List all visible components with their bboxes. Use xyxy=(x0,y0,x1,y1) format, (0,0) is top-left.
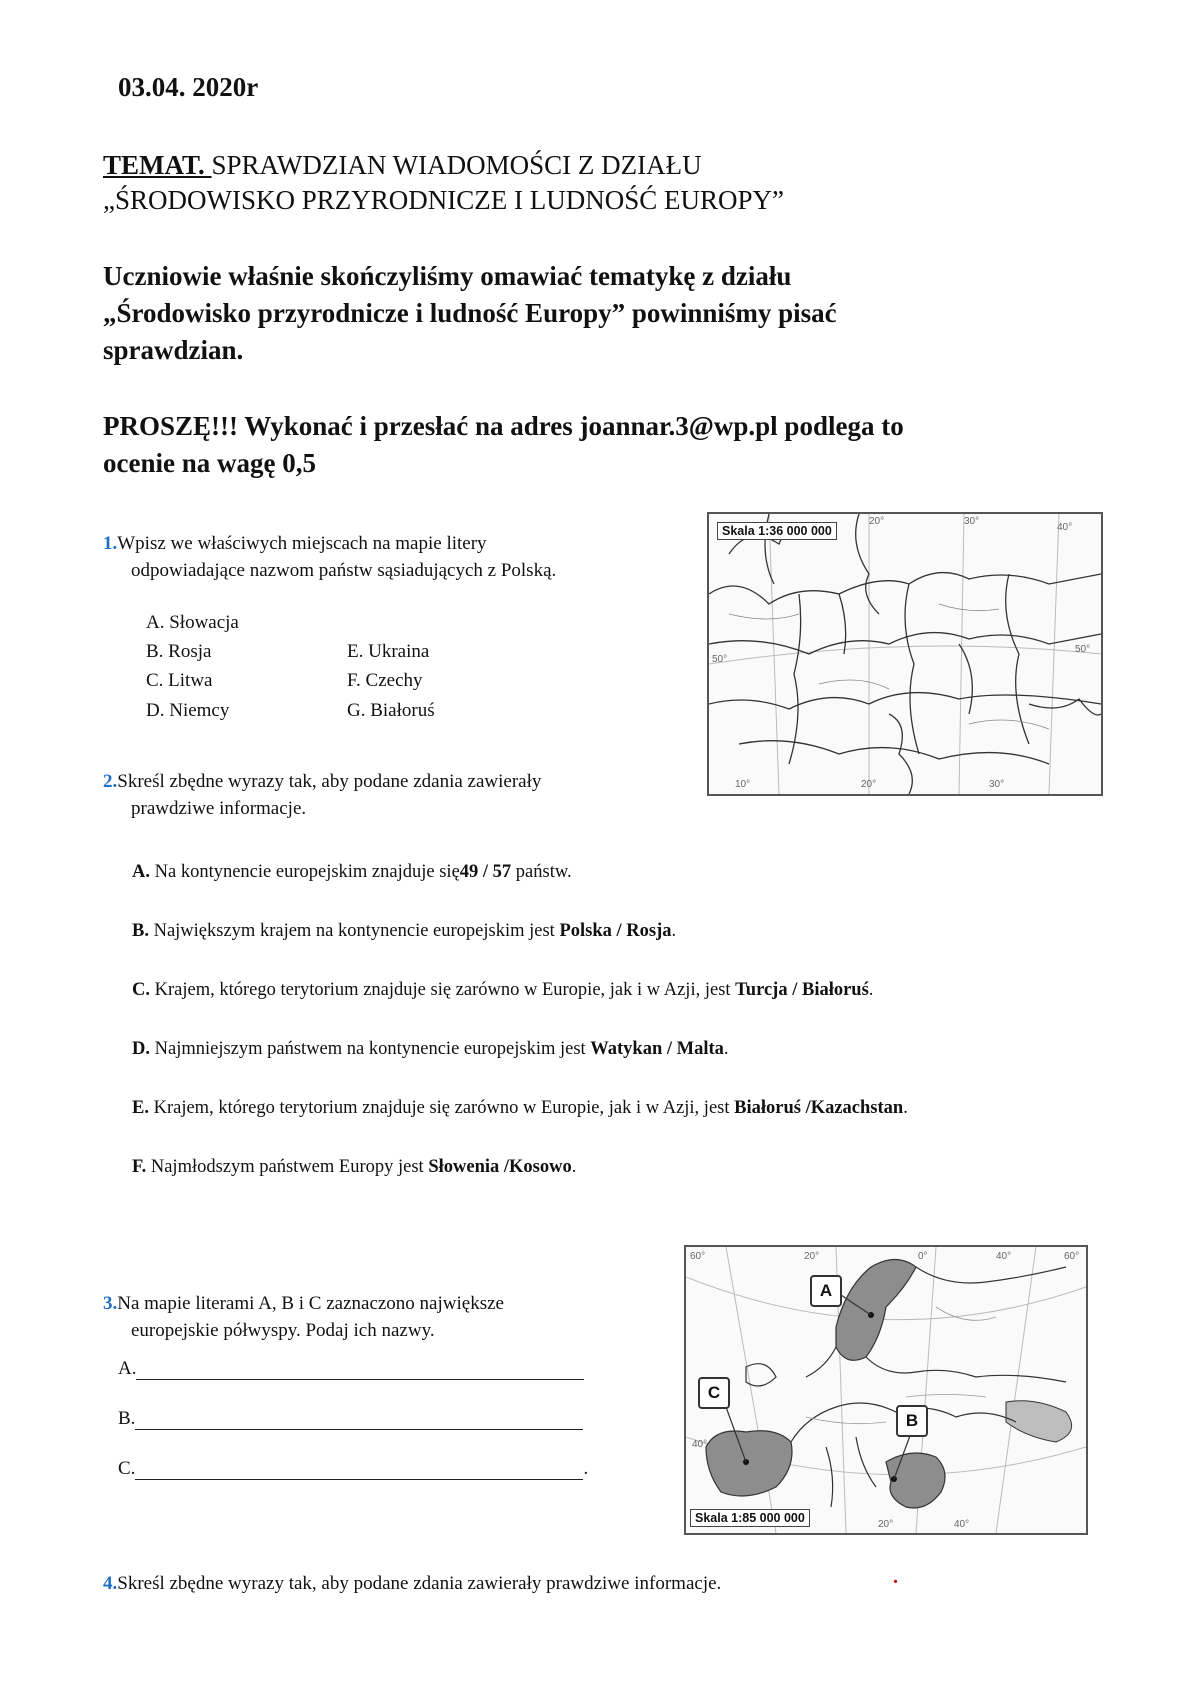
red-dot-mark: . xyxy=(893,1566,898,1588)
map-central-europe xyxy=(707,512,1103,796)
map2-label-60-topright: 60° xyxy=(1064,1251,1080,1262)
topic-label: TEMAT. xyxy=(103,150,212,180)
answer-c-row xyxy=(118,1458,588,1480)
map1-scale: Skala 1:36 000 000 xyxy=(717,522,837,540)
option-a: A. Słowacja xyxy=(146,612,239,633)
option-c: C. Litwa xyxy=(146,670,213,691)
marker-a: A xyxy=(810,1275,842,1307)
answer-b-blank[interactable] xyxy=(135,1411,583,1430)
question-2-number: 2. xyxy=(103,771,118,792)
sentence-b-text: Największym krajem na kontynencie europejskim jest xyxy=(148,921,560,941)
sentence-f-text: Najmłodszym państwem Europy jest xyxy=(146,1157,429,1177)
sentence-e-text: Krajem, którego terytorium znajduje się zarówno w Europie, jak i w Azji, jest xyxy=(148,1098,735,1118)
map2-label-40-top: 40° xyxy=(996,1251,1012,1262)
map2-label-40-bottom: 40° xyxy=(954,1519,970,1530)
question-3-line1: Na mapie literami A, B i C zaznaczono największe xyxy=(117,1293,504,1314)
map1-label-10-bottom: 10° xyxy=(735,779,751,790)
sentence-f-answer[interactable]: Słowenia /Kosowo xyxy=(428,1157,572,1177)
map2-label-20-bottom: 20° xyxy=(878,1519,894,1530)
map2-label-40-left: 40° xyxy=(692,1439,708,1450)
intro-line3: sprawdzian. xyxy=(103,335,244,365)
question-4-text: Skreśl zbędne wyrazy tak, aby podane zdania zawierały prawdziwe informacje. xyxy=(117,1573,722,1594)
topic-line1: SPRAWDZIAN WIADOMOŚCI Z DZIAŁU xyxy=(211,150,702,180)
question-2 xyxy=(103,768,663,822)
map2-label-20-top: 20° xyxy=(804,1251,820,1262)
sentence-a-letter: A. xyxy=(132,862,150,882)
intro-line1: Uczniowie właśnie skończyliśmy omawiać tematykę z działu xyxy=(103,261,792,291)
sentence-c-tail: . xyxy=(868,980,874,1000)
answer-a-blank[interactable] xyxy=(136,1361,584,1380)
intro-paragraph xyxy=(103,258,1103,369)
sentence-a-tail: państw. xyxy=(511,862,572,882)
map1-label-30-bottom: 30° xyxy=(989,779,1005,790)
answer-a-row xyxy=(118,1358,584,1380)
question-1-line1: Wpisz we właściwych miejscach na mapie litery xyxy=(117,533,487,554)
option-d: D. Niemcy xyxy=(146,700,230,721)
sentence-b xyxy=(132,921,676,942)
question-4 xyxy=(103,1570,1103,1597)
sentence-a xyxy=(132,862,572,883)
marker-b: B xyxy=(896,1405,928,1437)
map-europe-peninsulas xyxy=(684,1245,1088,1535)
map2-label-60-topleft: 60° xyxy=(690,1251,706,1262)
question-1 xyxy=(103,530,663,584)
sentence-b-answer[interactable]: Polska / Rosja xyxy=(559,921,672,941)
answer-b-label: B. xyxy=(118,1408,136,1429)
answer-a-label: A. xyxy=(118,1358,137,1379)
sentence-b-letter: B. xyxy=(132,921,149,941)
map1-label-20-top: 20° xyxy=(869,516,885,527)
answer-c-label: C. xyxy=(118,1458,136,1479)
question-3-number: 3. xyxy=(103,1293,118,1314)
intro-line2: „Środowisko przyrodnicze i ludność Europy” powinniśmy pisać xyxy=(103,298,837,328)
instruction-line2: ocenie na wagę 0,5 xyxy=(103,448,316,478)
sentence-e-answer[interactable]: Białoruś /Kazachstan xyxy=(734,1098,904,1118)
sentence-f xyxy=(132,1157,576,1178)
instruction-paragraph xyxy=(103,408,1123,482)
sentence-e-tail: . xyxy=(903,1098,908,1118)
answer-c-end-dot: . xyxy=(583,1458,589,1479)
sentence-a-text: Na kontynencie europejskim znajduje się xyxy=(150,862,460,882)
sentence-d-letter: D. xyxy=(132,1039,150,1059)
instruction-line1: PROSZĘ!!! Wykonać i przesłać na adres joannar.3@wp.pl podlega to xyxy=(103,411,904,441)
sentence-d-tail: . xyxy=(723,1039,729,1059)
map2-scale: Skala 1:85 000 000 xyxy=(690,1509,810,1527)
sentence-d-answer[interactable]: Watykan / Malta xyxy=(590,1039,724,1059)
sentence-a-answer[interactable]: 49 / 57 xyxy=(459,862,512,882)
sentence-c-answer[interactable]: Turcja / Białoruś xyxy=(735,980,869,1000)
marker-c: C xyxy=(698,1377,730,1409)
question-4-number: 4. xyxy=(103,1573,118,1594)
question-1-line2: odpowiadające nazwom państw sąsiadujących z Polską. xyxy=(131,560,557,581)
option-e: E. Ukraina xyxy=(347,641,430,662)
sentence-c-text: Krajem, którego terytorium znajduje się zarówno w Europie, jak i w Azji, jest xyxy=(150,980,736,1000)
question-2-line1: Skreśl zbędne wyrazy tak, aby podane zdania zawierały xyxy=(117,771,542,792)
map-central-europe-drawing xyxy=(709,514,1101,794)
sentence-d-text: Najmniejszym państwem na kontynencie europejskim jest xyxy=(150,1039,591,1059)
map1-label-20-bottom: 20° xyxy=(861,779,877,790)
map2-label-0-top: 0° xyxy=(918,1251,928,1262)
date: 03.04. 2020r xyxy=(118,72,259,102)
sentence-b-tail: . xyxy=(671,921,677,941)
question-3 xyxy=(103,1290,663,1344)
map1-label-50-right: 50° xyxy=(1075,644,1091,655)
topic-line2: „ŚRODOWISKO PRZYRODNICZE I LUDNOŚĆ EUROPY” xyxy=(103,185,784,215)
map-europe-peninsulas-drawing xyxy=(686,1247,1086,1533)
map1-label-40-top: 40° xyxy=(1057,522,1073,533)
answer-c-blank[interactable] xyxy=(135,1461,583,1480)
option-g: G. Białoruś xyxy=(347,700,435,721)
answer-b-row xyxy=(118,1408,583,1430)
sentence-c xyxy=(132,980,873,1001)
sentence-c-letter: C. xyxy=(132,980,150,1000)
question-1-number: 1. xyxy=(103,533,118,554)
map1-label-30-top: 30° xyxy=(964,516,980,527)
option-b: B. Rosja xyxy=(146,641,212,662)
sentence-e-letter: E. xyxy=(132,1098,149,1118)
sentence-d xyxy=(132,1039,729,1060)
option-f: F. Czechy xyxy=(347,670,423,691)
question-3-line2: europejskie półwyspy. Podaj ich nazwy. xyxy=(131,1320,435,1341)
sentence-e xyxy=(132,1098,908,1119)
sentence-f-tail: . xyxy=(571,1157,577,1177)
map1-label-50-left: 50° xyxy=(712,654,728,665)
topic-heading xyxy=(103,148,1103,218)
question-2-line2: prawdziwe informacje. xyxy=(131,798,307,819)
sentence-f-letter: F. xyxy=(132,1157,147,1177)
